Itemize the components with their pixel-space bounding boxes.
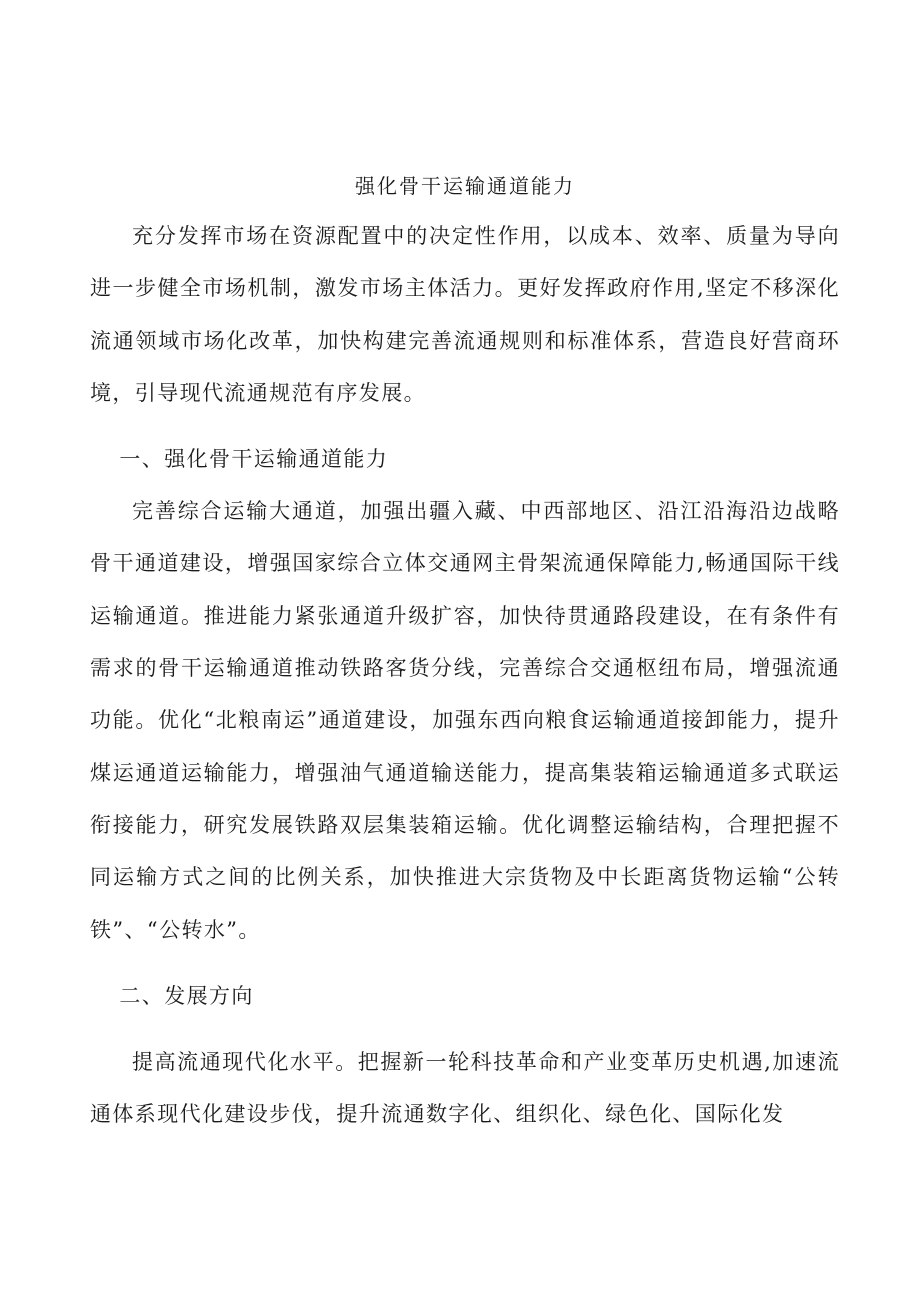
section-paragraph-1: 完善综合运输大通道，加强出疆入藏、中西部地区、沿江沿海沿边战略骨干通道建设，增强国家综合立体交通网主骨架流通保障能力,畅通国际干线运输通道。推进能力紧张通道升级扩容，加快待贯通路段建设，在有条件有需求的骨干运输通道推动铁路客货分线，完善综合交通枢纽布局，增强流通功能。优化“北粮南运”通道建设，加强东西向粮食运输通道接卸能力，提升煤运通道运输能力，增强油气通道输送能力，提高集装箱运输通道多式联运衔接能力，研究发展铁路双层集装箱运输。优化调整运输结构，合理把握不同运输方式之间的比例关系，加快推进大宗货物及中长距离货物运输“公转铁”、“公转水”。 xyxy=(90,499,840,942)
section-heading-1: 一、强化骨干运输通道能力 xyxy=(119,447,389,472)
section-paragraph-2: 提高流通现代化水平。把握新一轮科技革命和产业变革历史机遇,加速流通体系现代化建设步伐，提升流通数字化、组织化、绿色化、国际化发 xyxy=(90,1049,840,1127)
intro-paragraph: 充分发挥市场在资源配置中的决定性作用，以成本、效率、质量为导向进一步健全市场机制，激发市场主体活力。更好发挥政府作用,坚定不移深化流通领域市场化改革，加快构建完善流通规则和标准体系，营造良好营商环境，引导现代流通规范有序发展。 xyxy=(90,224,840,405)
document-title: 强化骨干运输通道能力 xyxy=(355,174,575,198)
document-body xyxy=(90,164,840,1140)
section-heading-2: 二、发展方向 xyxy=(119,983,254,1008)
